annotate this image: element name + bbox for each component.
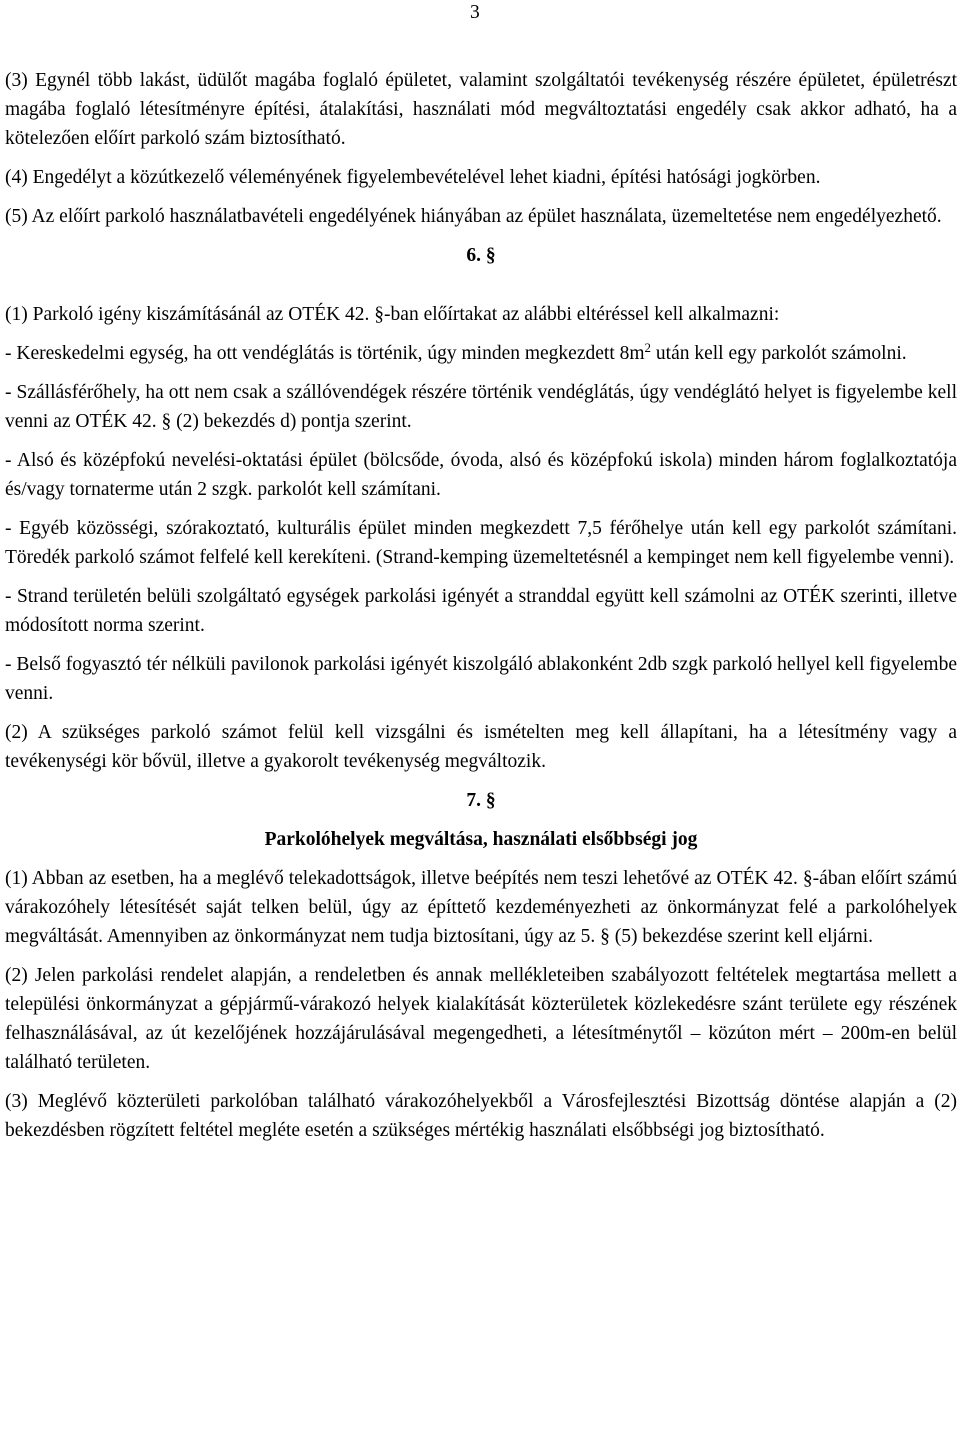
- paragraph-5-3: (3) Egynél több lakást, üdülőt magába foglaló épületet, valamint szolgáltatói tevékenység részére épületet, épületrészt magába foglaló létesítményre építési, átalakítási, használati mód megváltoztatási engedély csak akkor adható, ha a kötelezően előírt parkoló szám biztosítható.: [5, 70, 957, 149]
- paragraph-6-1: (1) Parkoló igény kiszámításánál az OTÉK 42. §-ban előírtakat az alábbi eltéréssel kell alkalmazni:: [5, 304, 780, 325]
- paragraph-5-4: (4) Engedélyt a közútkezelő véleményének figyelembevételével lehet kiadni, építési hatósági jogkörben.: [5, 167, 821, 188]
- page-number: 3: [470, 2, 480, 23]
- section-7-title: Parkolóhelyek megváltása, használati elsőbbségi jog: [264, 829, 698, 850]
- list-item-text: után kell egy parkolót számolni.: [651, 343, 907, 364]
- superscript: 2: [644, 340, 652, 355]
- paragraph-6-2: (2) A szükséges parkoló számot felül kell vizsgálni és ismételten meg kell állapítani, ha a létesítmény vagy a tevékenységi kör bővül, illetve a gyakorolt tevékenység megváltozik.: [5, 722, 957, 772]
- paragraph-7-2: (2) Jelen parkolási rendelet alapján, a rendeletben és annak mellékleteiben szabályozott feltételek megtartása mellett a települési önkormányzat a gépjármű-várakozó helyek kialakítását közterületek közlekedésre szánt területe egy részének felhasználásával, az út kezelőjének hozzájárulásával megengedheti, a létesítménytől – közúton mért – 200m-en belül található területen.: [5, 965, 957, 1073]
- section-7-heading: 7. §: [466, 790, 496, 811]
- list-item-6-6: - Belső fogyasztó tér nélküli pavilonok parkolási igényét kiszolgáló ablakonként 2db szgk parkoló hellyel kell figyelembe venni.: [5, 654, 957, 704]
- document-body: [5, 66, 957, 1155]
- list-item-6-5: - Strand területén belüli szolgáltató egységek parkolási igényét a stranddal együtt kell számolni az OTÉK szerinti, illetve módosított norma szerint.: [5, 586, 957, 636]
- paragraph-5-5: (5) Az előírt parkoló használatbavételi engedélyének hiányában az épület használata, üzemeltetése nem engedélyezhető.: [5, 206, 942, 227]
- list-item-6-4: - Egyéb közösségi, szórakoztató, kulturális épület minden megkezdett 7,5 férőhelye után kell egy parkolót számítani. Töredék parkoló számot felfelé kell kerekíteni. (Strand-kemping üzemeltetésnél a kempinget nem kell figyelembe venni).: [5, 518, 957, 568]
- list-item-6-1: [5, 339, 957, 368]
- list-item-text: - Kereskedelmi egység, ha ott vendéglátás is történik, úgy minden megkezdett 8m: [5, 343, 645, 364]
- list-item-6-3: - Alsó és középfokú nevelési-oktatási épület (bölcsőde, óvoda, alsó és középfokú iskola) minden három foglalkoztatója és/vagy tornaterme után 2 szgk. parkolót kell számítani.: [5, 450, 957, 500]
- list-item-6-2: - Szállásférőhely, ha ott nem csak a szállóvendégek részére történik vendéglátás, úgy vendéglátó helyet is figyelembe kell venni az OTÉK 42. § (2) bekezdés d) pontja szerint.: [5, 382, 957, 432]
- section-6-heading: 6. §: [466, 245, 496, 266]
- paragraph-7-1: (1) Abban az esetben, ha a meglévő telekadottságok, illetve beépítés nem teszi lehetővé az OTÉK 42. §-ában előírt számú várakozóhely létesítését saját telken belül, úgy az építtető kezdeményezheti az önkormányzat felé a parkolóhelyek megváltását. Amennyiben az önkormányzat nem tudja biztosítani, úgy az 5. § (5) bekezdése szerint kell eljárni.: [5, 868, 957, 947]
- paragraph-7-3: (3) Meglévő közterületi parkolóban található várakozóhelyekből a Városfejlesztési Bizottság döntése alapján a (2) bekezdésben rögzített feltétel megléte esetén a szükséges mértékig használati elsőbbségi jog biztosítható.: [5, 1091, 957, 1141]
